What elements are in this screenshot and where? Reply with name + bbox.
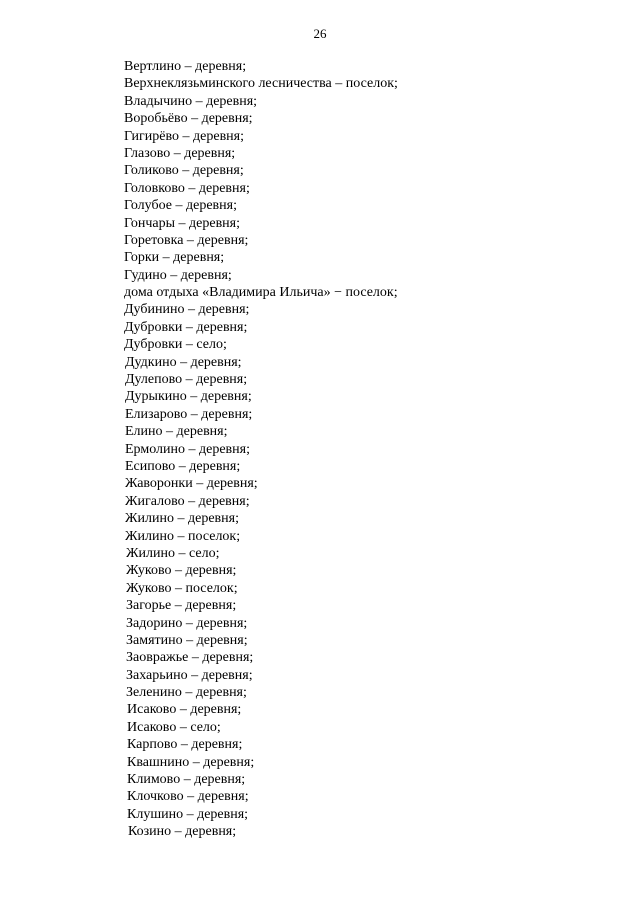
list-item: Заовражье – деревня; [126,650,254,666]
list-item: Жаворонки – деревня; [125,476,258,492]
list-item: Верхнеклязьминского лесничества – поселок; [124,76,398,92]
list-item: Есипово – деревня; [125,458,241,474]
settlement-list [124,58,600,841]
list-item: Жуково – деревня; [126,563,237,579]
list-item: дома отдыха «Владимира Ильича» − поселок; [124,285,398,301]
list-item: Ермолино – деревня; [125,441,250,457]
list-item: Жуково – поселок; [126,580,238,596]
list-item: Жилино – село; [126,545,220,561]
list-item: Воробьёво – деревня; [124,111,253,127]
list-item: Дубровки – деревня; [124,319,248,335]
list-item: Исаково – деревня; [127,702,242,718]
list-item: Дурыкино – деревня; [125,389,252,405]
list-item: Елизарово – деревня; [125,406,253,422]
list-item: Исаково – село; [127,719,221,735]
list-item: Жилино – поселок; [125,528,241,544]
list-item: Дудкино – деревня; [125,354,242,370]
list-item: Дубинино – деревня; [124,302,250,318]
list-item: Климово – деревня; [127,772,246,788]
list-item: Владычино – деревня; [124,93,258,109]
list-item: Гудино – деревня; [124,267,232,283]
list-item: Головково – деревня; [124,180,250,196]
list-item: Горки – деревня; [124,250,225,266]
list-item: Карпово – деревня; [127,737,243,753]
list-item: Загорье – деревня; [126,598,237,614]
list-item: Жигалово – деревня; [125,493,250,509]
list-item: Задорино – деревня; [126,615,248,631]
list-item: Елино – деревня; [125,424,228,440]
list-item: Дубровки – село; [124,337,227,353]
list-item: Гончары – деревня; [124,215,240,231]
list-item: Гигирёво – деревня; [124,128,244,144]
list-item: Клушино – деревня; [127,806,249,822]
list-item: Квашнино – деревня; [127,754,255,770]
list-item: Захарьино – деревня; [126,667,253,683]
list-item: Горетовка – деревня; [124,232,249,248]
page-number: 26 [313,26,327,41]
list-item: Клочково – деревня; [127,789,249,805]
list-item: Голубое – деревня; [124,198,237,214]
list-item: Козино – деревня; [128,824,237,840]
list-item: Дулепово – деревня; [125,372,248,388]
list-item: Глазово – деревня; [124,145,236,161]
list-item: Жилино – деревня; [125,511,239,527]
list-item: Замятино – деревня; [126,632,248,648]
list-item: Голиково – деревня; [124,163,244,179]
list-item: Вертлино – деревня; [124,59,247,74]
list-item: Зеленино – деревня; [126,685,247,701]
